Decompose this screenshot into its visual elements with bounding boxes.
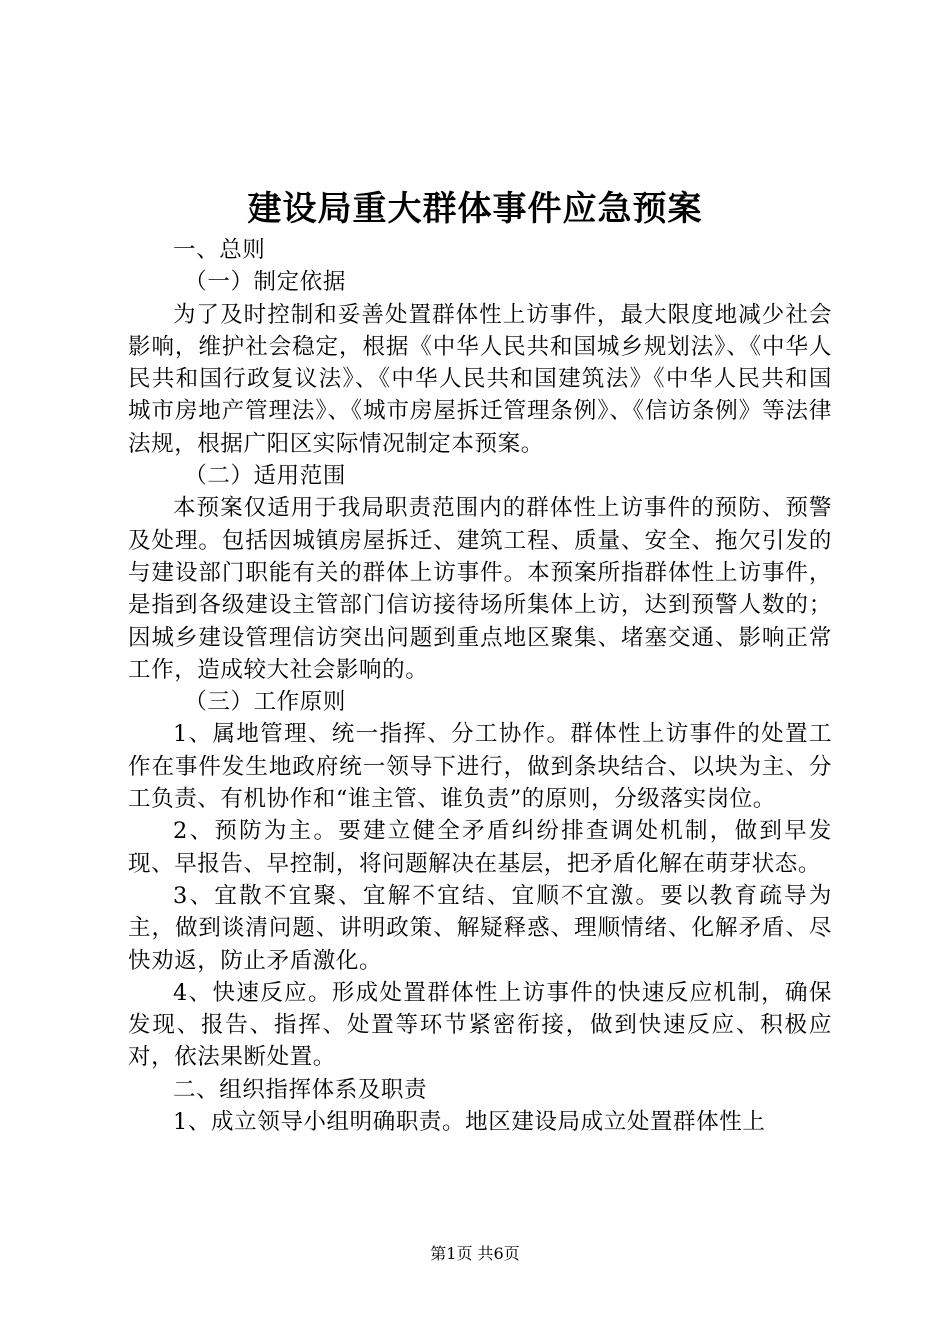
subsection-heading: （一）制定依据 (184, 269, 346, 296)
subsection-heading: （二）适用范围 (184, 463, 346, 490)
subsection-heading: （三）工作原则 (184, 689, 346, 716)
document-title: 建设局重大群体事件应急预案 (247, 189, 703, 229)
section-heading: 一、总则 (173, 237, 266, 263)
section-heading: 二、组织指挥体系及职责 (173, 1076, 428, 1103)
body-paragraph: 1、属地管理、统一指挥、分工协作。群体性上访事件的处置工作在事件发生地政府统一领导下进行，做到条块结合、以块为主、分工负责、有机协作和“谁主管、谁负责”的原则，分级落实岗位。 (128, 721, 832, 813)
document-body (128, 234, 832, 1138)
body-paragraph: 2、预防为主。要建立健全矛盾纠纷排查调处机制，做到早发现、早报告、早控制，将问题解决在基层，把矛盾化解在萌芽状态。 (128, 818, 832, 877)
body-paragraph: 4、快速反应。形成处置群体性上访事件的快速反应机制，确保发现、报告、指挥、处置等环节紧密衔接，做到快速反应、积极应对，依法果断处置。 (128, 979, 832, 1071)
body-paragraph: 为了及时控制和妥善处置群体性上访事件，最大限度地减少社会影响，维护社会稳定，根据《中华人民共和国城乡规划法》、《中华人民共和国行政复议法》、《中华人民共和国建筑法》《中华人民共和国城市房地产管理法》、《城市房屋拆迁管理条例》、《信访条例》等法律法规，根据广阳区实际情况制定本预案。 (128, 301, 832, 457)
body-paragraph: 1、成立领导小组明确职责。地区建设局成立处置群体性上 (173, 1109, 766, 1136)
body-paragraph: 3、宜散不宜聚、宜解不宜结、宜顺不宜激。要以教育疏导为主，做到谈清问题、讲明政策、解疑释惑、理顺情绪、化解矛盾、尽快劝返，防止矛盾激化。 (128, 882, 832, 974)
body-paragraph: 本预案仅适用于我局职责范围内的群体性上访事件的预防、预警及处理。包括因城镇房屋拆迁、建筑工程、质量、安全、拖欠引发的与建设部门职能有关的群体上访事件。本预案所指群体性上访事件，是指到各级建设主管部门信访接待场所集体上访，达到预警人数的；因城乡建设管理信访突出问题到重点地区聚集、堵塞交通、影响正常工作，造成较大社会影响的。 (128, 495, 832, 683)
page-number-footer: 第1页 共6页 (430, 1244, 520, 1263)
